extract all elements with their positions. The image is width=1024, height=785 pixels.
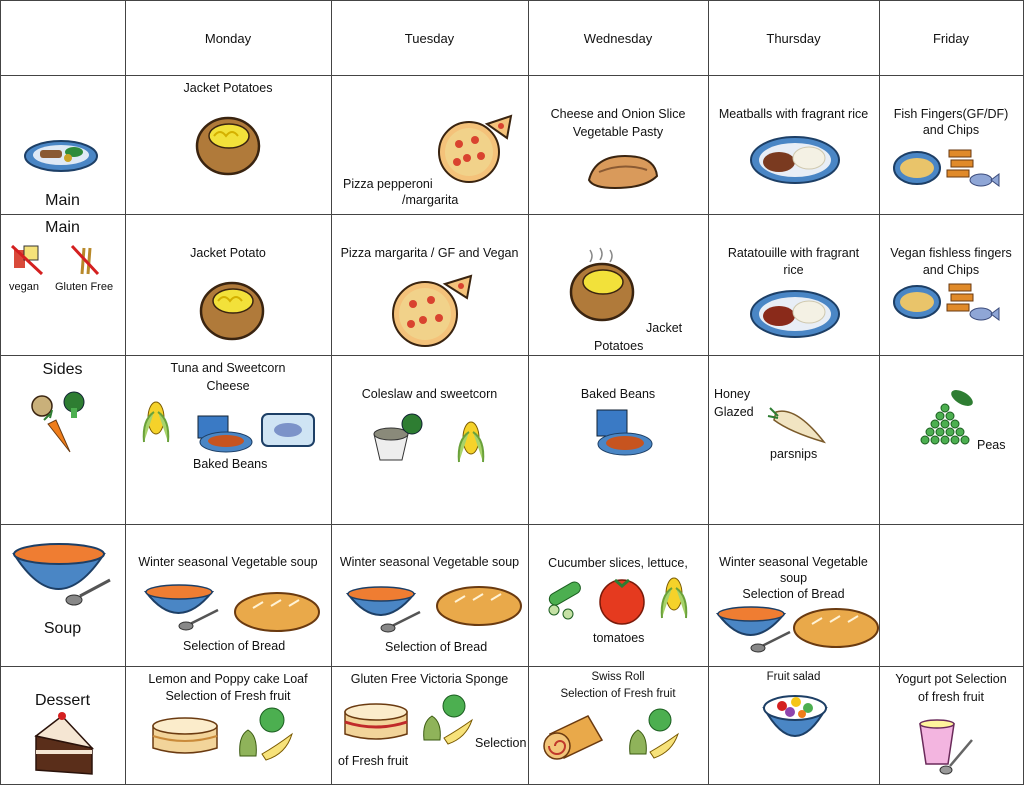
menu-item-text: /margarita [402, 193, 459, 207]
fresh-fruit-icon [420, 694, 476, 748]
day-header-wednesday: Wednesday [583, 31, 653, 46]
meatballs-rice-plate-icon [749, 134, 841, 186]
vegan-legend-label: vegan [9, 281, 39, 293]
fresh-fruit-icon [626, 706, 682, 762]
menu-item-text: Lemon and Poppy cake Loaf [148, 672, 308, 686]
soup-bowl-icon [10, 540, 118, 612]
parsnip-icon [766, 402, 828, 446]
sweetcorn-icon [449, 418, 491, 468]
menu-item-text: Winter seasonal Vegetable soup [339, 555, 520, 569]
menu-item-text: Gluten Free Victoria Sponge [350, 672, 509, 686]
menu-item-text: and Chips [922, 123, 980, 137]
menu-item-text: Winter seasonal Vegetable soup [138, 555, 318, 569]
menu-item-text: Swiss Roll [591, 671, 645, 683]
bread-loaf-icon [233, 590, 321, 634]
menu-item-text: Honey [714, 387, 751, 401]
pizza-icon [437, 114, 515, 186]
menu-item-text: Pizza margarita / GF and Vegan [340, 246, 519, 260]
menu-item-text: of Fresh fruit [338, 754, 409, 768]
menu-item-text: and Chips [922, 263, 980, 277]
yogurt-pot-icon [914, 716, 976, 778]
menu-item-text: Selection of Bread [385, 640, 488, 654]
row-label-dessert: Dessert [34, 692, 91, 709]
menu-item-text: Peas [977, 438, 1006, 452]
pasty-icon [585, 150, 661, 192]
vegetables-icon [30, 390, 94, 456]
day-header-tuesday: Tuesday [404, 31, 455, 46]
menu-item-text: tomatoes [593, 631, 645, 645]
fresh-fruit-icon [236, 706, 296, 764]
baked-beans-icon [593, 408, 655, 460]
day-header-friday: Friday [932, 31, 970, 46]
menu-item-text: Meatballs with fragrant rice [718, 107, 869, 121]
menu-item-text: Fish Fingers(GF/DF) [893, 107, 1009, 121]
jacket-potato-icon [196, 276, 268, 344]
menu-item-text: parsnips [770, 447, 818, 461]
peas-icon [910, 386, 980, 446]
fish-and-chips-icon [893, 280, 1001, 324]
menu-item-text: rice [783, 263, 804, 277]
grid-line [0, 75, 1024, 76]
menu-item-text: Cheese [206, 379, 250, 393]
fish-and-chips-icon [893, 146, 1001, 190]
row-label-sides: Sides [42, 361, 83, 378]
menu-item-text: Tuna and Sweetcorn [170, 361, 286, 375]
cake-slice-icon [32, 710, 98, 778]
vegan-icon [10, 244, 44, 276]
swiss-roll-icon [540, 710, 604, 762]
menu-item-text: Selection [475, 736, 527, 750]
menu-item-text: Selection of Fresh fruit [560, 688, 676, 700]
grid-line [0, 0, 1, 785]
grid-line [0, 355, 1024, 356]
row-label-soup: Soup [43, 620, 82, 637]
soup-bowl-icon [716, 604, 798, 656]
grid-line [0, 666, 1024, 667]
menu-item-text: Jacket Potatoes [183, 81, 273, 95]
gluten-free-legend-label: Gluten Free [55, 281, 114, 293]
menu-item-text: Baked Beans [580, 387, 656, 401]
menu-item-text: Coleslaw and sweetcorn [361, 387, 498, 401]
menu-item-text: soup [779, 571, 808, 585]
menu-item-text: Baked Beans [193, 457, 268, 471]
menu-item-text: Glazed [714, 405, 754, 419]
menu-item-text: Yogurt pot Selection [895, 672, 1007, 686]
grid-line [0, 0, 1024, 1]
menu-item-text: Jacket Potato [190, 246, 266, 260]
bread-loaf-icon [792, 606, 880, 650]
menu-item-text: Vegetable Pasty [572, 125, 664, 139]
menu-item-text: of fresh fruit [918, 690, 984, 704]
jacket-potato-icon [192, 110, 264, 180]
menu-item-text: Fruit salad [766, 671, 821, 683]
cake-icon [151, 712, 219, 756]
menu-item-text: Selection of Fresh fruit [165, 689, 291, 703]
soup-bowl-icon [144, 582, 226, 634]
bread-loaf-icon [435, 584, 523, 628]
menu-item-text: Jacket [646, 321, 683, 335]
menu-item-text: Pizza pepperoni [343, 177, 433, 191]
menu-item-text: Selection of Bread [742, 587, 845, 601]
menu-item-text: Ratatouille with fragrant [727, 246, 860, 260]
pizza-icon [391, 272, 475, 348]
victoria-sponge-icon [343, 698, 409, 744]
day-header-thursday: Thursday [766, 31, 821, 46]
cucumber-icon [544, 578, 594, 622]
jacket-potato-icon [566, 246, 638, 324]
tuna-can-icon [260, 410, 316, 450]
ratatouille-rice-plate-icon [749, 288, 841, 340]
row-label-main: Main [45, 192, 80, 209]
day-header-monday: Monday [204, 31, 252, 46]
sweetcorn-icon [134, 398, 176, 448]
menu-item-text: Cucumber slices, lettuce, [548, 556, 688, 570]
menu-item-text: Vegan fishless fingers [890, 246, 1012, 260]
roast-dinner-plate-icon [22, 136, 100, 174]
gluten-free-icon [70, 244, 100, 276]
grid-line [0, 214, 1024, 215]
soup-bowl-icon [346, 584, 428, 636]
fruit-salad-bowl-icon [760, 688, 830, 750]
row-label-main-alt: Main [45, 219, 80, 236]
menu-item-text: Winter seasonal Vegetable [719, 555, 868, 569]
sweetcorn-icon [652, 574, 694, 624]
menu-item-text: Cheese and Onion Slice [550, 107, 686, 121]
baked-beans-icon [194, 414, 254, 454]
grid-line [0, 524, 1024, 525]
coleslaw-icon [368, 410, 426, 466]
menu-item-text: Potatoes [594, 339, 644, 353]
menu-item-text: Selection of Bread [183, 639, 286, 653]
tomato-icon [597, 574, 647, 626]
